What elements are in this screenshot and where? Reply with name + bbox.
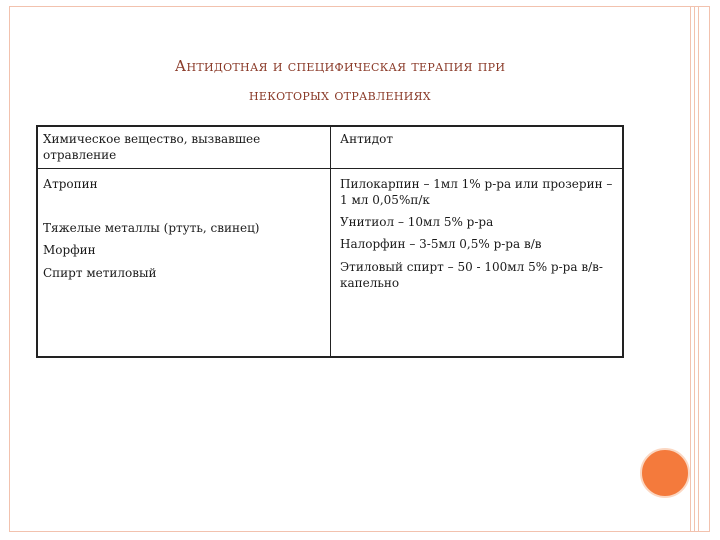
row-substance: Спирт метиловый (43, 266, 157, 280)
slide-title-line2: некоторых отравлениях (249, 86, 431, 104)
header-substance: Химическое вещество, вызвавшее отравление (43, 132, 261, 162)
header-divider (38, 168, 622, 169)
row-substance: Тяжелые металлы (ртуть, свинец) (43, 221, 260, 235)
antidote-table (36, 125, 624, 358)
decor-circle (640, 448, 690, 498)
decor-stripe (698, 6, 699, 532)
column-divider (330, 127, 331, 356)
row-substance: Морфин (43, 243, 96, 257)
row-antidote: Унитиол – 10мл 5% р-ра (340, 215, 494, 229)
row-substance: Атропин (43, 177, 98, 191)
row-antidote: Пилокарпин – 1мл 1% р-ра или прозерин – 1 мл 0,05%п/к (340, 177, 613, 207)
header-antidote: Антидот (340, 132, 393, 146)
decor-stripe (694, 6, 695, 532)
row-antidote: Этиловый спирт – 50 - 100мл 5% р-ра в/в-капельно (340, 260, 603, 290)
decor-stripe (690, 6, 691, 532)
slide-title-line1: Антидотная и специфическая терапия при (174, 57, 506, 75)
row-antidote: Налорфин – 3-5мл 0,5% р-ра в/в (340, 237, 542, 251)
